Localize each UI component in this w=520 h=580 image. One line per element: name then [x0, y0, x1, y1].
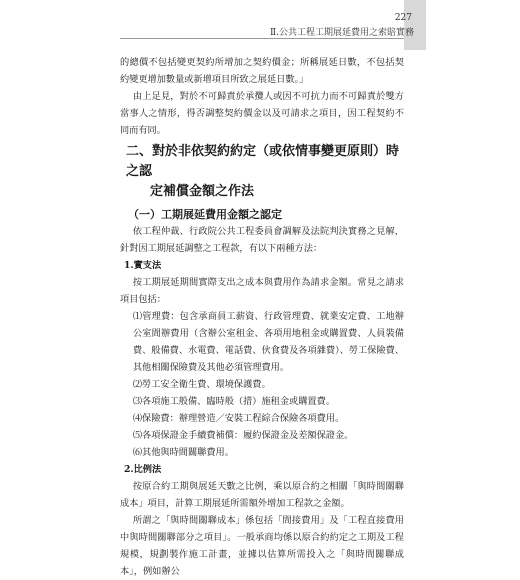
- list-item: ⑵勞工安全衛生費、環境保護費。: [132, 379, 271, 390]
- method-label: 1.實支法: [124, 260, 162, 271]
- section-heading-line: 定補償金額之作法: [150, 184, 255, 199]
- section-heading: [120, 142, 404, 202]
- method-label: 2.比例法: [124, 464, 162, 475]
- list-item: ⑹其他與時間關聯費用。: [132, 447, 234, 458]
- paragraph: 按工期展延期間實際支出之成本與費用作為請求金額。常見之請求項目包括：: [120, 277, 404, 305]
- list-item: ⑶各項施工般備、臨時般（措）施租金或購置費。: [132, 396, 335, 407]
- paragraph: 由上足見，對於不可歸責於承攬人或因不可抗力而不可歸責於雙方當事人之情形，得否調整契約價金以及可請求之項目，因工程契約不同而有同。: [120, 91, 404, 136]
- paragraph: 的總價不包括變更契約所增加之契約價金；所稱展延日數，不包括契約變更增加數量或新增項目所致之展延日數。」: [120, 57, 404, 85]
- paragraph: 依工程仲裁、行政院公共工程委員會調解及法院判決實務之見解，針對因工期展延調整之工程款，有以下兩種方法：: [120, 226, 404, 254]
- section-heading-line: 二、對於非依契約約定（或依情事變更原則）時之認: [126, 144, 400, 179]
- list-item: ⑸各項保證金手續費補償：履約保證金及差額保證金。: [132, 430, 354, 441]
- list-item: ⑷保險費：辦理營造／安裝工程綜合保險各項費用。: [132, 413, 345, 424]
- header-divider: [120, 38, 404, 39]
- running-header: Ⅱ.公共工程工期展延費用之索賠實務: [270, 28, 414, 38]
- subsection-heading: （一）工期展延費用金額之認定: [128, 208, 282, 221]
- body-text: [120, 54, 404, 580]
- list-item: ⑴管理費：包含承商員工薪資、行政管理費、就業安定費、工地辦公室間辦費用（含辦公室租金、各項用地租金或購置費、人員裝備費、般備費、水電費、電話費、伙食費及各項雜費）、勞工保險費、其他相關保險費及其他必須管理費用。: [132, 311, 404, 373]
- page-number: 227: [394, 13, 412, 23]
- paragraph: 所謂之「與時間關聯成本」係包括「間接費用」及「工程直接費用中與時間關聯部分之項目」。一般承商均係以原合約約定之工期及工程規模，規劃製作施工計畫，並據以估算所需投入之「與時間關聯成本」，例如辦公: [120, 515, 404, 577]
- paragraph: 按原合約工期與展延天數之比例，乘以原合約之相關「與時間關聯成本」項目，計算工期展延所需額外增加工程款之金額。: [120, 481, 404, 509]
